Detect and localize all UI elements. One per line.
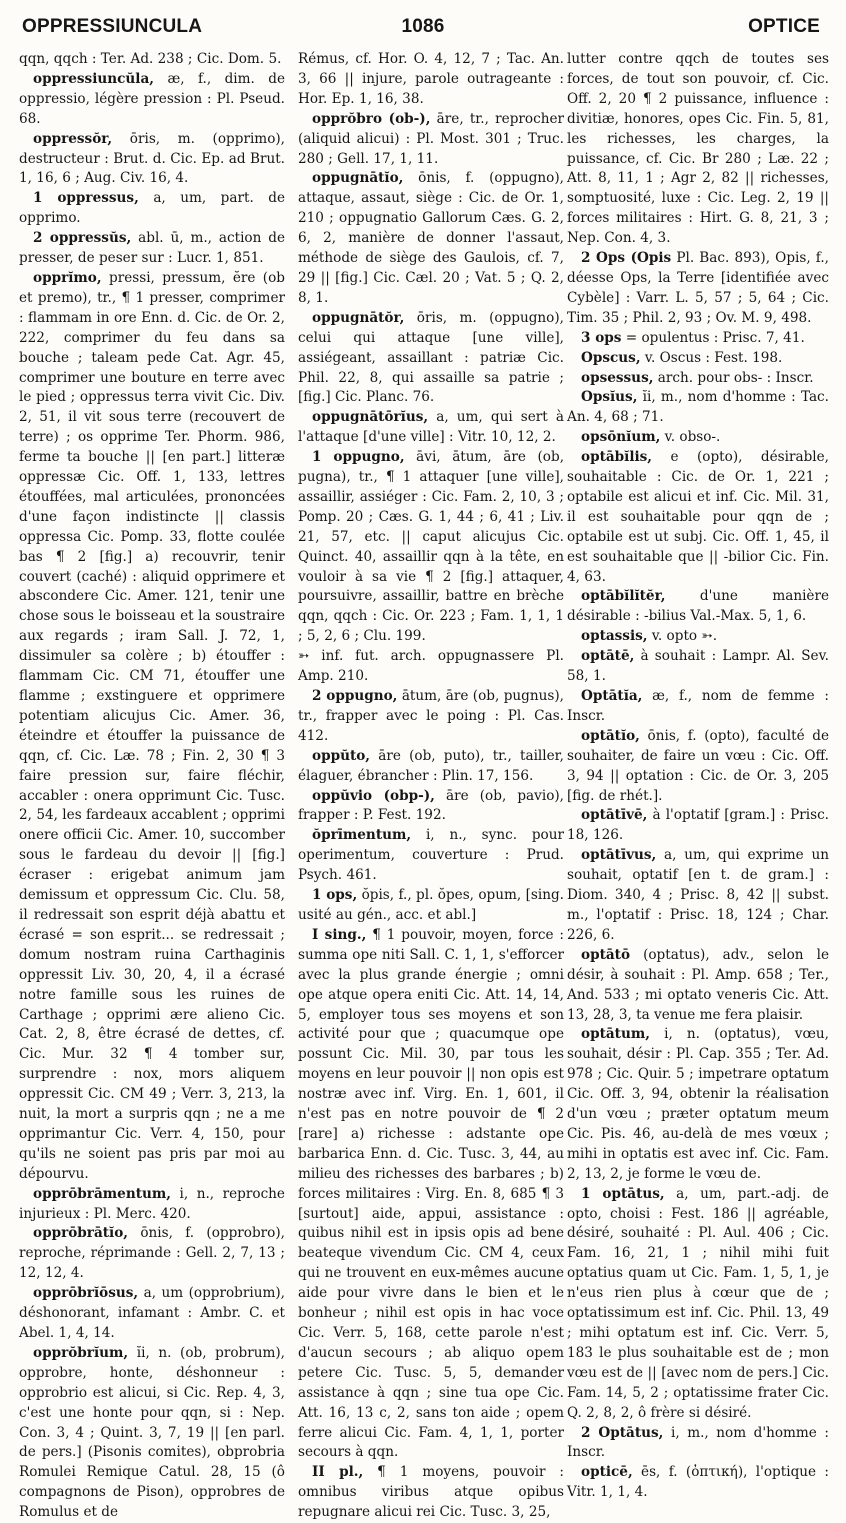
dictionary-entry xyxy=(567,846,829,946)
entry-text: (optatus), adv., selon le désir, à souhait : Pl. Amp. 658 ; Ter., And. 533 ; mi optato veneris Cic. Att. 13, 28, 3, ta venue me fera plaisir. xyxy=(567,946,829,1023)
column-1 xyxy=(19,50,286,1521)
entry-text: āre (ob, puto), tr., tailler, élaguer, ébrancher : Plin. 17, 156. xyxy=(298,747,564,784)
entry-text: ōris, m. (opprimo), destructeur : Brut. d. Cic. Ep. ad Brut. 1, 16, 6 ; Aug. Civ. 16, 4. xyxy=(19,130,285,187)
dictionary-entry xyxy=(567,428,829,448)
dictionary-entry xyxy=(567,946,829,1026)
dictionary-entry xyxy=(298,448,564,647)
dictionary-entry xyxy=(298,110,564,170)
entry-headword: oppressŏr, xyxy=(33,130,113,147)
dictionary-entry xyxy=(298,408,564,448)
entry-text: ōnis, f. (opprobro), reproche, réprimande : Gell. 2, 7, 13 ; 12, 12, 4. xyxy=(19,1225,285,1282)
entry-text: ĭi, m., nom d'homme : Tac. An. 4, 68 ; 71. xyxy=(567,389,829,426)
entry-text: v. Oscus : Fest. 198. xyxy=(644,349,783,366)
dictionary-entry xyxy=(567,687,829,727)
entry-text: āvi, ātum, āre (ob, pugna), tr., ¶ 1 attaquer [une ville], assaillir, assiéger : Cic. Fam. 2, 10, 3 ; Pomp. 20 ; Cæs. G. 1, 44 ; 6, 41 ; Liv. 21, 57, etc. || caput alicujus Cic. Quinct. 40, assaillir qqn à la tête, en vouloir à sa vie ¶ 2 [fig.] attaquer, poursuivre, assaillir, battre en brèche qqn, qqch : Cic. Or. 223 ; Fam. 1, 1, 1 ; 5, 2, 6 ; Clu. 199. xyxy=(298,449,565,645)
dictionary-entry xyxy=(567,1424,829,1464)
entry-headword: oppŭvio (obp-), xyxy=(312,787,435,804)
entry-headword: optābĭlis, xyxy=(581,449,653,466)
entry-headword: oppressiuncŭla, xyxy=(33,70,154,87)
dictionary-entry xyxy=(567,50,829,249)
entry-text: Rémus, cf. Hor. O. 4, 12, 7 ; Tac. An. 3, 66 || injure, parole outrageante : Hor. Ep. 1, 16, 38. xyxy=(298,51,564,107)
entry-text: a, um, part. de opprimo. xyxy=(19,190,285,227)
dictionary-entry xyxy=(567,388,829,428)
dictionary-entry xyxy=(19,1284,285,1344)
entry-headword: opprŏbrĭum, xyxy=(33,1344,129,1361)
dictionary-entry xyxy=(298,787,564,827)
entry-headword: II pl., xyxy=(312,1464,364,1481)
dictionary-entry xyxy=(298,169,564,308)
dictionary-entry xyxy=(567,249,829,329)
entry-headword: optātum, xyxy=(581,1026,650,1043)
entry-text: v. opto ➳. xyxy=(651,628,718,645)
dictionary-entry xyxy=(19,229,285,269)
dictionary-entry xyxy=(19,50,285,70)
entry-headword: 2 oppressŭs, xyxy=(33,230,132,247)
page-number: 1086 xyxy=(401,16,445,37)
dictionary-entry xyxy=(19,1224,285,1284)
entry-headword: oppugnātŏr, xyxy=(312,309,405,326)
entry-headword: opsōnĭum, xyxy=(581,429,661,446)
entry-text: i, n., sync. pour operimentum, couverture : Prud. Psych. 461. xyxy=(298,827,564,884)
dictionary-entry xyxy=(298,886,564,926)
dictionary-entry xyxy=(298,747,564,787)
entry-headword: optātĭo, xyxy=(581,727,640,744)
dictionary-entry xyxy=(298,50,564,110)
entry-headword: opsessus, xyxy=(581,369,654,386)
entry-headword: 2 oppugno, xyxy=(312,688,398,704)
dictionary-entry xyxy=(19,1185,285,1225)
entry-text: ēs, f. (ὀπτική), l'optique : Vitr. 1, 1, 4. xyxy=(567,1464,829,1501)
entry-headword: opprōbrĭōsus, xyxy=(33,1285,139,1302)
entry-text: i, m., nom d'homme : Inscr. xyxy=(567,1424,829,1461)
dictionary-entry xyxy=(567,349,829,369)
entry-headword: oppugnātōrĭus, xyxy=(312,409,429,426)
entry-text: a, um, qui sert à l'attaque [d'une ville] : Vitr. 10, 12, 2. xyxy=(298,409,564,446)
dictionary-entry xyxy=(19,269,285,1185)
dictionary-entry xyxy=(567,1185,829,1424)
entry-text: i, n., reproche injurieux : Pl. Merc. 420. xyxy=(19,1185,285,1222)
entry-headword: opprĭmo, xyxy=(33,269,102,286)
entry-text: pressi, pressum, ĕre (ob et premo), tr., ¶ 1 presser, comprimer : flammam in ore Enn. d. Cic. de Or. 2, 222, comprimer du feu dans sa bouche ; taleam pede Cat. Agr. 45, comprimer une bouture en terre avec le pied ; oppressus terra vivit Cic. Div. 2, 51, il vit sous terre (recouvert de terre) ; os opprime Ter. Phorm. 986, ferme ta bouche || [en part.] litteræ oppressæ Cic. Off. 1, 133, lettres étouffées, mal articulées, prononcées d'une façon indistincte || classis oppressa Cic. Pomp. 33, flotte coulée bas ¶ 2 [fig.] a) recouvrir, tenir couvert (caché) : aliquid opprimere et abscondere Cic. Amer. 121, tenir une chose sous le boisseau et la soustraire aux regards ; iram Sall. J. 72, 1, dissimuler sa colère ; b) étouffer : flammam Cic. CM 71, étouffer une flamme ; exstinguere et opprimere potentiam alicujus Cic. Amer. 36, éteindre et étouffer la puissance de qqn, cf. Cic. Læ. 78 ; Fin. 2, 30 ¶ 3 faire pression sur, faire fléchir, accabler : onera opprimunt Cic. Tusc. 2, 54, les fardeaux accablent ; opprimi onere officii Cic. Amer. 10, succomber sous le fardeau du devoir || [fig.] écraser : erigebat animum jam demissum et oppressum Cic. Clu. 58, il redressait son esprit déjà abattu et écrasé = son esprit... se redressait ; domum nostram ruina Carthaginis oppressit Liv. 30, 20, 4, il a écrasé notre famille sous les ruines de Carthage ; opprimi ære alieno Cic. Cat. 2, 8, être écrasé de dettes, cf. Cic. Mur. 32 ¶ 4 tomber sur, surprendre : nox, mors aliquem oppressit Cic. CM 49 ; Verr. 3, 213, la nuit, la mort a surpris qqn ; ne a me opprimantur Cic. Verr. 4, 150, pour qu'ils ne soient pas pris par moi au dépourvu. xyxy=(19,269,285,1182)
dictionary-entry xyxy=(19,189,285,229)
column-2 xyxy=(298,50,565,1521)
entry-text: ōris, m. (oppugno), celui qui attaque [une ville], assiégeant, assaillant : patriæ Cic. Phil. 22, 8, qui assaille sa patrie ; [fig.] Cic. Planc. 76. xyxy=(298,309,564,406)
entry-text: ➳ inf. fut. arch. oppugnassere Pl. Amp. 210. xyxy=(298,648,564,685)
entry-headword: 1 oppugno, xyxy=(312,449,405,466)
entry-text: a, um, qui exprime un souhait, optatif [en t. de gram.] : Diom. 340, 4 ; Prisc. 8, 42 || subst. m., l'optatif : Prisc. 18, 124 ; Char. 226, 6. xyxy=(567,847,829,943)
entry-headword: Optātĭa, xyxy=(581,688,643,704)
dictionary-entry xyxy=(19,1344,285,1523)
entry-text: æ, f., nom de femme : Inscr. xyxy=(567,688,830,724)
entry-text: arch. pour obs- : Inscr. xyxy=(657,369,814,386)
dictionary-entry xyxy=(567,369,829,389)
dictionary-entry xyxy=(567,1025,829,1184)
entry-text: à l'optatif [gram.] : Prisc. 18, 126. xyxy=(567,807,829,844)
entry-headword: 3 ops xyxy=(581,329,622,346)
entry-text: ¶ 1 moyens, pouvoir : omnibus viribus atque opibus repugnare alicui rei Cic. Tusc. 3, 25, xyxy=(298,1464,564,1521)
entry-text: æ, f., dim. de oppressio, légère pression : Pl. Pseud. 68. xyxy=(19,70,285,127)
entry-text: āre (ob, pavio), frapper : P. Fest. 192. xyxy=(298,787,564,824)
column-3 xyxy=(567,50,830,1501)
running-head-left: OPPRESSIUNCULA xyxy=(22,16,203,37)
entry-text: qqn, qqch : Ter. Ad. 238 ; Cic. Dom. 5. xyxy=(19,51,282,67)
entry-text: v. obso-. xyxy=(664,429,721,446)
dictionary-entry xyxy=(567,627,829,647)
entry-headword: optātīvē, xyxy=(581,807,648,824)
dictionary-entry xyxy=(298,647,564,687)
dictionary-entry xyxy=(567,329,829,349)
entry-headword: Opsĭus, xyxy=(581,389,638,406)
entry-text: à souhait : Lampr. Al. Sev. 58, 1. xyxy=(567,648,829,685)
entry-text: ōnis, f. (oppugno), attaque, assaut, siège : Cic. de Or. 1, 210 ; oppugnatio Gallorum Cæs. G. 2, 6, 2, manière de donner l'assaut, méthode de siège des Gaulois, cf. 7, 29 || [fig.] Cic. Cæl. 20 ; Vat. 5 ; Q. 2, 8, 1. xyxy=(298,170,564,306)
entry-headword: optātē, xyxy=(581,648,635,665)
entry-headword: oppugnātĭo, xyxy=(312,170,404,187)
dictionary-entry xyxy=(298,687,564,747)
entry-text: a, um, part.-adj. de opto, choisi : Fest. 186 || agréable, désiré, souhaité : Pl. Aul. 406 ; Cic. Fam. 16, 21, 1 ; nihil mihi fuit optatius quam ut Cic. Fam. 1, 5, 1, je n'eus rien plus à cœur que de ; optatissimum est inf. Cic. Phil. 13, 49 ; mihi optatum est inf. Cic. Verr. 5, 183 le plus souhaitable est de ; mon vœu est de || [avec nom de pers.] Cic. Fam. 14, 5, 2 ; optatissime frater Cic. Q. 2, 8, 2, ô frère si désiré. xyxy=(567,1185,829,1421)
dictionary-entry xyxy=(567,448,829,587)
entry-text: d'une manière désirable : -bilius Val.-Max. 5, 1, 6. xyxy=(567,588,830,625)
dictionary-entry xyxy=(298,1463,564,1523)
entry-text: ŏpis, f., pl. ŏpes, opum, [sing. usité au gén., acc. et abl.] xyxy=(298,887,564,923)
entry-text: abl. ū, m., action de presser, de peser sur : Lucr. 1, 851. xyxy=(19,230,286,267)
entry-text: a, um (opprobrium), déshonorant, infamant : Ambr. C. et Abel. 1, 4, 14. xyxy=(19,1285,285,1341)
entry-headword: 1 ops, xyxy=(312,887,358,904)
entry-headword: 2 Optātus, xyxy=(581,1424,664,1441)
dictionary-entry xyxy=(19,130,285,190)
entry-headword: opprōbrātĭo, xyxy=(33,1225,129,1242)
entry-headword: 1 optātus, xyxy=(581,1185,665,1202)
entry-text: Pl. Bac. 893), Opis, f., déesse Ops, la Terre [identifiée avec Cybèle] : Varr. L. 5, 57 ; 5, 64 ; Cic. Tim. 35 ; Phil. 2, 93 ; Ov. M. 9, 498. xyxy=(567,250,829,326)
dictionary-entry xyxy=(19,70,285,130)
entry-text: ĭi, n. (ob, probrum), opprobre, honte, déshonneur : opprobrio est alicui, si Cic. Rep. 4, 3, c'est une honte pour qqn, si : Nep. Con. 3, 4 ; Quint. 3, 7, 19 || [en parl. de pers.] (Pisonis comites), obprobria Romulei Remique Catul. 28, 15 (ô compagnons de Pison), opprobres de Romulus et de xyxy=(19,1344,286,1521)
dictionary-entry xyxy=(298,309,564,409)
entry-text: e (opto), désirable, souhaitable : Cic. de Or. 1, 221 ; optabile est alicui et inf. Cic. Mil. 31, il est souhaitable pour qqn de ; optabile est ut subj. Cic. Off. 1, 45, il est souhaitable que || -bilior Cic. Fin. 4, 63. xyxy=(567,449,829,585)
entry-headword: ŏprīmentum, xyxy=(312,827,412,844)
entry-headword: Opscus, xyxy=(581,349,641,366)
entry-headword: opprōbrāmentum, xyxy=(33,1185,171,1202)
dictionary-entry xyxy=(567,647,829,687)
entry-headword: 1 oppressus, xyxy=(33,190,139,207)
entry-headword: 2 Ops (Opis xyxy=(581,250,672,267)
entry-headword: opticē, xyxy=(581,1464,633,1481)
entry-text: ¶ 1 pouvoir, moyen, force : summa ope niti Sall. C. 1, 1, s'efforcer avec la plus grande énergie ; omni ope atque opera eniti Cic. Att. 14, 14, 5, employer tous ses moyens et son activité pour que ; quacumque ope possunt Cic. Mil. 30, par tous les moyens en leur pouvoir || non opis est nostræ avec inf. Virg. En. 1, 601, il n'est pas en notre pouvoir de ¶ 2 [rare] a) richesse : adstante ope barbarica Enn. d. Cic. Tusc. 3, 44, au milieu des richesses des barbares ; b) forces militaires : Virg. En. 8, 685 ¶ 3 [surtout] aide, appui, assistance : quibus nihil est in ipsis opis ad bene beateque vivendum Cic. CM 4, ceux qui ne trouvent en eux-mêmes aucune aide pour vivre dans le bien et le bonheur ; nihil est opis in hac voce Cic. Verr. 5, 168, cette parole n'est d'aucun secours ; ab aliquo opem petere Cic. Tusc. 5, 5, demander assistance à qqn ; sine tua ope Cic. Att. 16, 13 c, 2, sans ton aide ; opem ferre alicui Cic. Fam. 4, 1, 1, porter secours à qqn. xyxy=(298,926,564,1461)
entry-text: ātum, āre (ob, pugnus), tr., frapper avec le poing : Pl. Cas. 412. xyxy=(298,688,564,744)
entry-headword: optassis, xyxy=(581,628,648,645)
dictionary-entry xyxy=(567,727,829,807)
entry-headword: I sing., xyxy=(312,926,367,943)
entry-headword: optātō xyxy=(581,946,631,963)
entry-headword: optābĭlĭtĕr, xyxy=(581,588,666,605)
page-header xyxy=(0,6,846,50)
entry-headword: optātīvus, xyxy=(581,847,657,864)
dictionary-entry xyxy=(298,926,564,1463)
entry-text: lutter contre qqch de toutes ses forces, de tout son pouvoir, cf. Cic. Off. 2, 20 ¶ 2 puissance, influence : divitiæ, honores, opes Cic. Fin. 5, 81, les richesses, les charges, la puissance, cf. Cic. Br 280 ; Læ. 22 ; Att. 8, 11, 1 ; Agr 2, 82 || richesses, somptuosité, luxe : Cic. Leg. 2, 19 || forces militaires : Hirt. G. 8, 21, 3 ; Nep. Con. 4, 3. xyxy=(567,51,829,247)
entry-headword: oppŭto, xyxy=(312,747,371,764)
dictionary-entry xyxy=(567,1463,829,1503)
entry-text: = opulentus : Prisc. 7, 41. xyxy=(625,329,805,346)
dictionary-entry xyxy=(567,587,829,627)
entry-text: āre, tr., reprocher (aliquid alicui) : Pl. Most. 301 ; Truc. 280 ; Gell. 17, 1, 11. xyxy=(298,110,564,167)
running-head-right: OPTICE xyxy=(748,16,820,37)
dictionary-entry xyxy=(567,806,829,846)
entry-text: ōnis, f. (opto), faculté de souhaiter, de faire un vœu : Cic. Off. 3, 94 || optation : Cic. de Or. 3, 205 [fig. de rhét.]. xyxy=(567,727,829,804)
dictionary-entry xyxy=(298,826,564,886)
entry-text: i, n. (optatus), vœu, souhait, désir : Pl. Cap. 355 ; Ter. Ad. 978 ; Cic. Quir. 5 ; impetrare optatum Cic. Off. 3, 94, obtenir la réalisation d'un vœu ; præter optatum meum Cic. Pis. 46, au-delà de mes vœux ; mihi in optatis est avec inf. Cic. Fam. 2, 13, 2, je forme le vœu de. xyxy=(567,1026,829,1182)
entry-headword: opprŏbro (ob-), xyxy=(312,110,431,127)
